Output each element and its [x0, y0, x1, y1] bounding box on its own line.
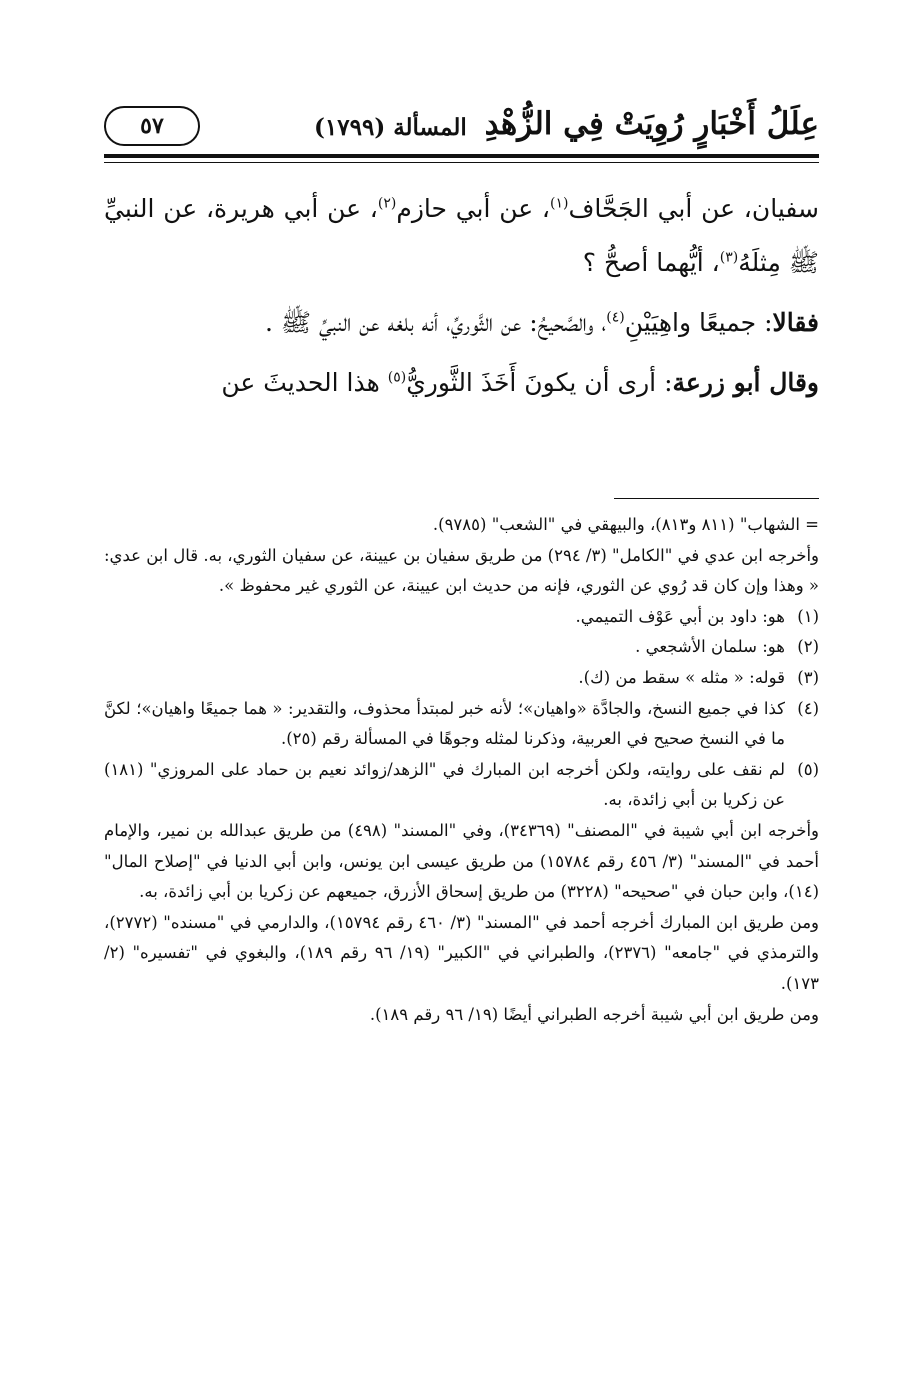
- text-segment: سفيان، عن أبي الجَحَّاف: [568, 194, 819, 223]
- footnote-text: لم نقف على روايته، ولكن أخرجه ابن المبارك في "الزهد/زوائد نعيم بن حماد على المروزي" (١٨١) عن زكريا بن أبي زائدة، به.: [104, 759, 785, 810]
- footnote-continuation: ومن طريق ابن أبي شيبة أخرجه الطبراني أيضًا (١٩/ ٩٦ رقم ١٨٩).: [369, 1004, 819, 1024]
- text-segment: ، عن أبي حازم: [396, 194, 550, 223]
- footnote-text: كذا في جميع النسخ، والجادَّة «واهيان»؛ لأنه خبر لمبتدأ محذوف، والتقدير: « هما جميعًا واهيان»؛ لكنَّ ما في النسخ صحيح في العربية، وذكرنا لمثله وجوهًا في المسألة رقم (٢٥).: [104, 698, 785, 749]
- footnote-number: (٢): [797, 637, 819, 657]
- text-segment: : أرى أن يكونَ أَخَذَ الثَّوريُّ: [406, 368, 673, 397]
- answer-lead: فقالا: [772, 308, 819, 337]
- text-segment: هذا الحديثَ عن: [221, 368, 388, 397]
- footnote-continuation: وأخرجه ابن أبي شيبة في "المصنف" (٣٤٣٦٩)، وفي "المسند" (٤٩٨) من طريق عبدالله بن نمير، والإمام أحمد في "المسند" (٣/ ٤٥٦ رقم ١٥٧٨٤) من طريق عيسى ابن يونس، وابن أبي الدنيا في "إصلاح المال" (١٤)، وابن حبان في "صحيحه" (٣٢٢٨) من طريق إسحاق الأزرق، جميعهم عن زكريا بن أبي زائدة، به.: [104, 820, 819, 902]
- header-rule-thick: [104, 154, 819, 158]
- footnote-5: [104, 755, 819, 816]
- footnote-number: (٣): [797, 667, 819, 687]
- footnote-4: [104, 694, 819, 755]
- page-number: ٥٧: [140, 113, 164, 139]
- text-segment: : جميعًا واهِيَيْنِ: [624, 308, 773, 337]
- speaker-lead: وقال أبو زرعة: [672, 368, 819, 397]
- footnote-text: هو: سلمان الأشجعي .: [635, 637, 785, 657]
- footnote-number: (١): [797, 606, 819, 626]
- text-segment: ، عن أبي هريرة، عن النبيِّ ﷺ مِثلَهُ: [104, 194, 819, 277]
- footnote-3: [104, 663, 819, 694]
- footnote-number: (٤): [797, 698, 819, 718]
- footnote-number: (٥): [797, 759, 819, 779]
- footnote-2: [104, 632, 819, 663]
- footnote-continuation: وأخرجه ابن عدي في "الكامل" (٣/ ٢٩٤) من طريق سفيان بن عيينة، عن سفيان الثوري، به. قال ابن عدي: « وهذا وإن كان قد رُوي عن الثوري، فإنه من حديث ابن عيينة، عن الثوري غير محفوظ ».: [104, 545, 819, 596]
- footnote-text: هو: داود بن أبي عَوْف التميمي.: [575, 606, 785, 626]
- paragraph-question: [104, 182, 819, 290]
- page-number-badge: [104, 106, 200, 146]
- footnote-ref-5[interactable]: (٥): [387, 369, 407, 386]
- footnote-1: [104, 602, 819, 633]
- footnotes: [104, 510, 819, 1030]
- paragraph-answer: [104, 296, 819, 350]
- footnote-continuation: ومن طريق ابن المبارك أخرجه أحمد في "المسند" (٣/ ٤٦٠ رقم ١٥٧٩٤)، والدارمي في "مسنده" (٢٧٧٢)، والترمذي في "جامعه" (٢٣٧٦)، والطبراني في "الكبير" (١٩/ ٩٦ رقم ١٨٩)، والبغوي في "تفسيره" (٢/ ١٧٣).: [104, 912, 820, 993]
- text-segment: ، والصَّحيحُ: عن الثَّوريِّ، أنه بلغه عن النبيِّ ﷺ .: [264, 308, 607, 337]
- footnote-ref-2[interactable]: (٢): [377, 195, 397, 212]
- footnote-continuation: = الشهاب" (٨١١ و٨١٣)، والبيهقي في "الشعب" (٩٧٨٥).: [432, 515, 819, 534]
- footnote-ref-3[interactable]: (٣): [719, 249, 739, 266]
- header-rule-thin: [104, 162, 819, 163]
- running-header: [104, 100, 819, 150]
- paragraph-abu-zurah: [104, 356, 819, 410]
- book-title: عِلَلُ أَخْبَارٍ رُوِيَتْ فِي الزُّهْدِ: [484, 106, 819, 142]
- main-text: [104, 182, 819, 410]
- footnote-separator: [614, 498, 819, 499]
- issue-label: المسألة (١٧٩٩): [314, 114, 467, 141]
- footnote-text: قوله: « مثله » سقط من (ك).: [578, 667, 785, 687]
- footnote-ref-4[interactable]: (٤): [606, 309, 625, 326]
- text-segment: ، أيُّهما أصحُّ ؟: [582, 248, 720, 277]
- footnote-ref-1[interactable]: (١): [550, 195, 569, 212]
